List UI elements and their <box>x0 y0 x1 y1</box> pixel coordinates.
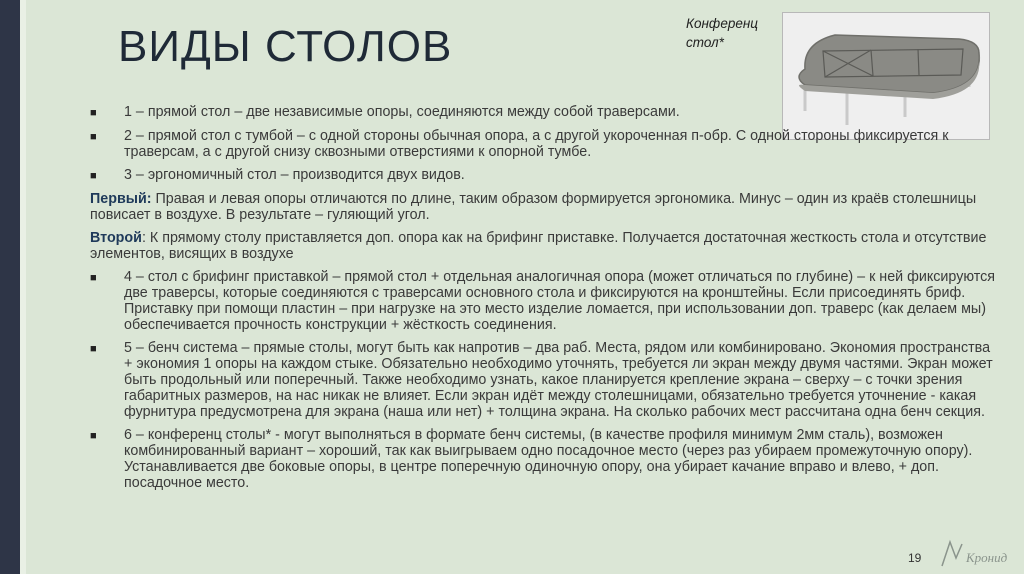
company-logo <box>936 536 1020 572</box>
list-item <box>90 269 1002 333</box>
bullet-icon: ■ <box>90 170 97 182</box>
paragraph-lead: Второй <box>90 230 142 246</box>
paragraph-lead: Первый: <box>90 191 152 207</box>
bullet-icon: ■ <box>90 131 97 143</box>
paragraph-text: Правая и левая опоры отличаются по длине, таким образом формируется эргономика. Минус – один из краёв столешницы повисает в воздухе. В результате – гуляющий угол. <box>90 191 977 223</box>
bullet-icon: ■ <box>90 430 97 442</box>
logo-text: Кронид <box>966 550 1008 565</box>
paragraph-second <box>90 230 1002 262</box>
page-number: 19 <box>908 551 922 565</box>
list-item <box>90 427 1002 491</box>
list-item-text: 6 – конференц столы* - могут выполняться в формате бенч системы, (в качестве профиля минимум 2мм сталь), возможен комбинированный вариант – хороший, так как выигрываем одно посадочное место (через раз убираем промежуточную опору). Устанавливается две боковые опоры, в центре поперечную одиночную опору, она убирает качание вправо и влево, + доп. посадочное место. <box>124 427 973 491</box>
slide-title: ВИДЫ СТОЛОВ <box>118 22 453 71</box>
bullet-icon: ■ <box>90 107 97 119</box>
list-item-text: 2 – прямой стол с тумбой – с одной стороны обычная опора, а с другой укороченная п-обр. С одной стороны фиксируется к траверсам, а с другой снизу сквозными отверстиями к опорной тумбе. <box>124 128 949 160</box>
paragraph-first <box>90 191 1002 223</box>
list-item <box>90 128 1002 160</box>
list-item <box>90 104 1002 121</box>
list-item-text: 1 – прямой стол – две независимые опоры, соединяются между собой траверсами. <box>124 104 680 120</box>
bullet-icon: ■ <box>90 343 97 355</box>
list-item <box>90 340 1002 420</box>
list-item <box>90 167 1002 184</box>
accent-bar-light <box>20 0 26 574</box>
paragraph-text: : К прямому столу приставляется доп. опора как на брифинг приставке. Получается достаточная жесткость стола и отсутствие элементов, висящих в воздухе <box>90 230 987 262</box>
list-item-text: 3 – эргономичный стол – производится двух видов. <box>124 167 465 183</box>
bullet-icon: ■ <box>90 272 97 284</box>
accent-bar <box>0 0 20 574</box>
list-item-text: 4 – стол с брифинг приставкой – прямой стол + отдельная аналогичная опора (может отличаться по глубине) – к ней фиксируются две траверсы, которые соединяются с траверсами основного стола и фиксируются на кронштейны. Если присоединять бриф. Приставку при помощи пластин – при нагрузке на это место изделие ломается, при использовании доп. траверс (как делаем мы) обеспечивается прочность конструкции + жёсткость соединения. <box>124 269 996 333</box>
content-body <box>90 104 1002 498</box>
image-caption: Конференц стол* <box>686 16 758 50</box>
list-item-text: 5 – бенч система – прямые столы, могут быть как напротив – два раб. Места, рядом или комбинировано. Экономия пространства + экономия 1 опоры на каждом стыке. Обязательно необходимо уточнять, требуется ли экран между двумя частями. Экран может быть продольный или поперечный. Также необходимо узнать, какое планируется крепление экрана – сверху – с точки зрения габаритных размеров, на нас никак не влияет. Если экран идёт между столешницами, обязательно требуется уточнение - какая фурнитура предусмотрена для экрана (наша или нет) + толщина экрана. На сколько рабочих мест рассчитана одна бенч секция. <box>124 340 993 420</box>
